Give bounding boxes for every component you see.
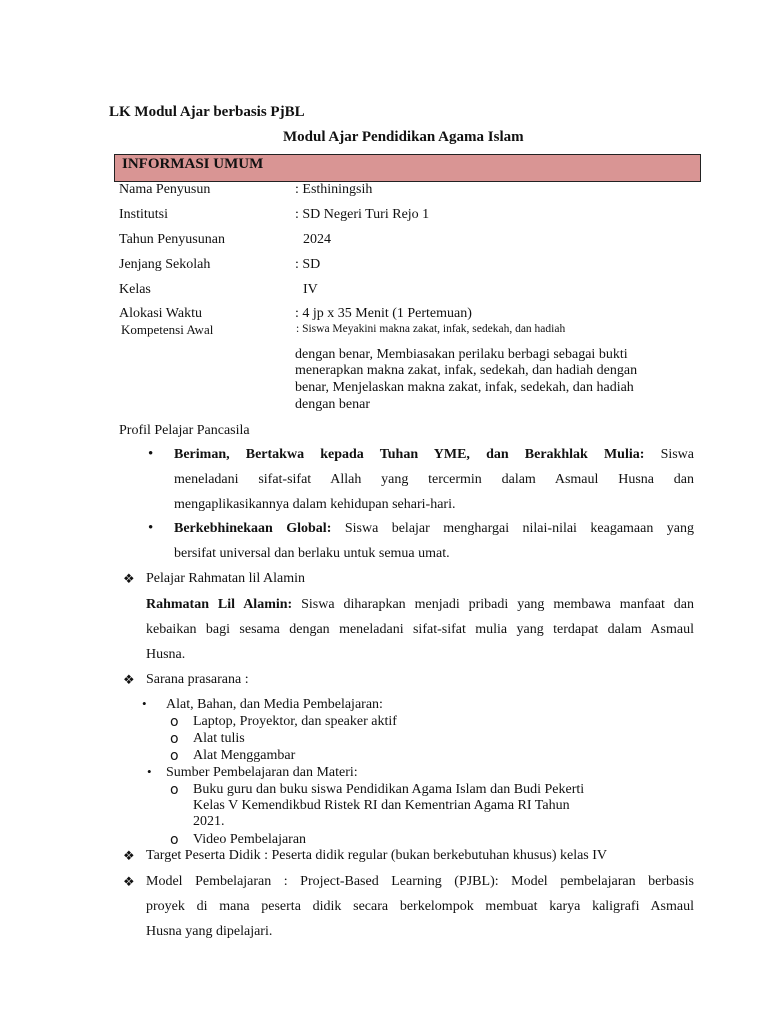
info-label-institusi: Institutsi: [119, 207, 169, 222]
info-label-kelas: Kelas: [119, 282, 151, 297]
info-value-institusi: : SD Negeri Turi Rejo 1: [295, 207, 430, 222]
rahmatan-bold: Rahmatan Lil Alamin:: [146, 597, 293, 612]
info-label-alokasi: Alokasi Waktu: [119, 306, 202, 321]
profil-bullet-2-line-1: [174, 521, 694, 541]
sumber-item-2: Video Pembelajaran: [193, 832, 307, 847]
info-label-tahun: Tahun Penyusunan: [119, 232, 225, 247]
info-value-jenjang: : SD: [295, 257, 321, 272]
rahmatan-line-2: kebaikan bagi sesama dengan meneladani sifat-sifat mulia yang terdapat dalam Asmaul: [146, 622, 694, 637]
target-item: Target Peserta Didik : Peserta didik regular (bukan berkebutuhan khusus) kelas IV: [146, 848, 608, 863]
alat-item-1: Laptop, Proyektor, dan speaker aktif: [193, 714, 397, 729]
document-center-title: Modul Ajar Pendidikan Agama Islam: [283, 129, 524, 145]
model-line-3: Husna yang dipelajari.: [146, 924, 273, 939]
sumber-item-1-line-1: Buku guru dan buku siswa Pendidikan Agama Islam dan Budi Pekerti: [193, 782, 585, 797]
sumber-item-1-line-2: Kelas V Kemendikbud Ristek RI dan Kementrian Agama RI Tahun: [193, 798, 570, 813]
circle-bullet-icon: o: [170, 714, 179, 730]
diamond-bullet-icon: ❖: [123, 572, 135, 587]
info-value-alokasi: : 4 jp x 35 Menit (1 Pertemuan): [295, 306, 472, 321]
sarana-item: Sarana prasarana :: [146, 672, 249, 687]
profil-title: Profil Pelajar Pancasila: [119, 423, 250, 438]
kompetensi-line-2: menerapkan makna zakat, infak, sedekah, dan hadiah dengan: [295, 363, 638, 378]
info-label-penyusun: Nama Penyusun: [119, 182, 211, 197]
info-value-kelas: IV: [303, 282, 318, 297]
rahmatan-rest: Siswa diharapkan menjadi pribadi yang membawa manfaat dan: [301, 597, 694, 612]
info-label-jenjang: Jenjang Sekolah: [119, 257, 211, 272]
profil-bullet-1-bold: Beriman, Bertakwa kepada Tuhan YME, dan Berakhlak Mulia:: [174, 447, 645, 462]
rahmatan-item: Pelajar Rahmatan lil Alamin: [146, 571, 306, 586]
diamond-bullet-icon: ❖: [123, 849, 135, 864]
profil-bullet-1-line-1: [174, 447, 694, 467]
model-line-1: Model Pembelajaran : Project-Based Learning (PJBL): Model pembelajaran berbasis: [146, 874, 694, 889]
circle-bullet-icon: o: [170, 832, 179, 848]
alat-item-2: Alat tulis: [193, 731, 245, 746]
info-value-penyusun: : Esthiningsih: [295, 182, 373, 197]
profil-bullet-1-rest: Siswa: [660, 447, 694, 462]
model-line-2: proyek di mana peserta didik secara berkelompok membuat karya kaligrafi Asmaul: [146, 899, 694, 914]
alat-item-3: Alat Menggambar: [193, 748, 296, 763]
info-value-tahun: 2024: [303, 232, 331, 247]
sumber-title: Sumber Pembelajaran dan Materi:: [166, 765, 358, 780]
profil-bullet-2-line-2: bersifat universal dan berlaku untuk semua umat.: [174, 546, 450, 561]
profil-bullet-1-line-2: meneladani sifat-sifat Allah yang tercermin dalam Asmaul Husna dan: [174, 472, 694, 487]
sumber-item-1-line-3: 2021.: [193, 814, 225, 829]
diamond-bullet-icon: ❖: [123, 875, 135, 890]
rahmatan-line-1: [146, 597, 694, 617]
rahmatan-line-3: Husna.: [146, 647, 186, 662]
alat-title: Alat, Bahan, dan Media Pembelajaran:: [166, 697, 383, 712]
profil-bullet-2-bold: Berkebhinekaan Global:: [174, 521, 332, 536]
bullet-dot-icon: •: [147, 764, 152, 779]
circle-bullet-icon: o: [170, 748, 179, 764]
document-top-title: LK Modul Ajar berbasis PjBL: [109, 104, 305, 120]
info-label-kompetensi: Kompetensi Awal: [121, 322, 214, 337]
bullet-dot-icon: •: [148, 520, 154, 536]
kompetensi-line-1: dengan benar, Membiasakan perilaku berbagi sebagai bukti: [295, 347, 628, 362]
diamond-bullet-icon: ❖: [123, 673, 135, 688]
circle-bullet-icon: o: [170, 782, 179, 798]
circle-bullet-icon: o: [170, 731, 179, 747]
bullet-dot-icon: •: [142, 696, 147, 711]
info-value-kompetensi: : Siswa Meyakini makna zakat, infak, sedekah, dan hadiah: [296, 323, 566, 335]
kompetensi-line-4: dengan benar: [295, 397, 371, 412]
bullet-dot-icon: •: [148, 446, 154, 462]
profil-bullet-2-rest: Siswa belajar menghargai nilai-nilai keagamaan yang: [344, 521, 694, 536]
section-header-label: INFORMASI UMUM: [122, 156, 264, 172]
kompetensi-line-3: benar, Menjelaskan makna zakat, infak, sedekah, dan hadiah: [295, 380, 634, 395]
profil-bullet-1-line-3: mengaplikasikannya dalam kehidupan sehari-hari.: [174, 497, 456, 512]
